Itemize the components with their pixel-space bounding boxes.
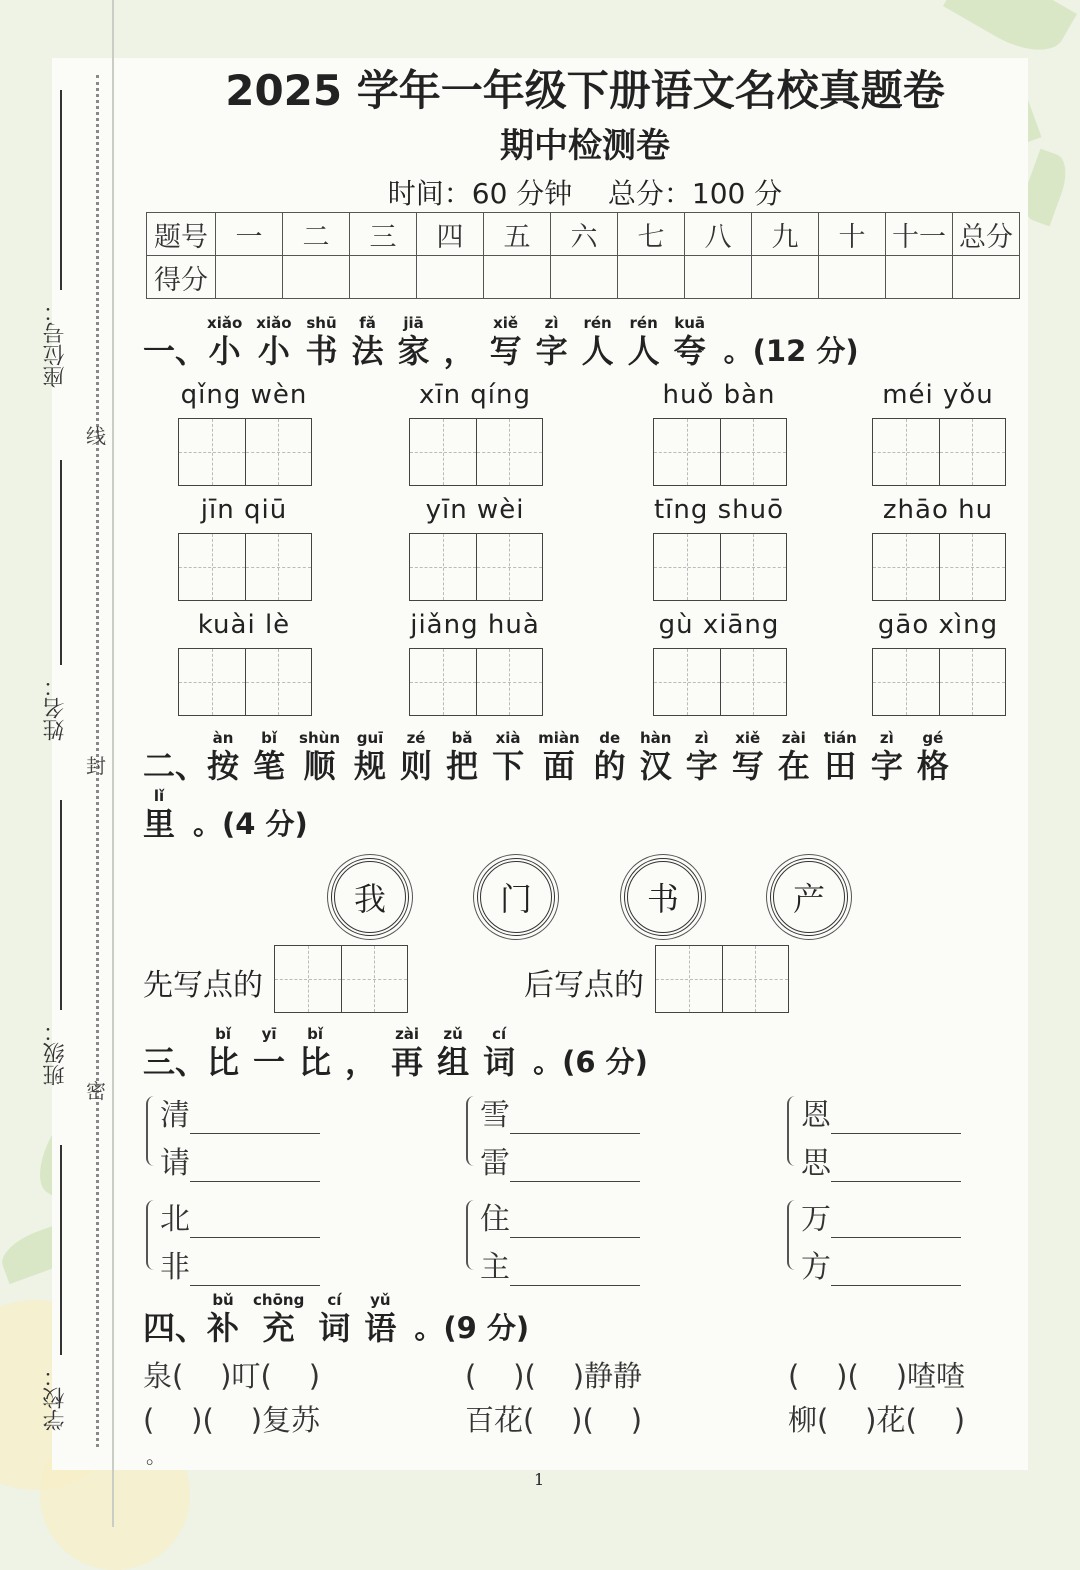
pinyin-prompt: kuài lè	[197, 610, 291, 640]
pinyin-annotation: rén	[629, 314, 658, 332]
fill-blank-item[interactable]: 泉( )叮( )	[143, 1359, 321, 1393]
answer-blank[interactable]	[831, 1259, 961, 1286]
ruby-char	[364, 1290, 396, 1346]
answer-blank[interactable]	[510, 1107, 640, 1134]
fill-blank-item[interactable]: ( )( )喳喳	[788, 1359, 966, 1393]
grid-cell[interactable]	[179, 534, 246, 600]
ruby-char	[674, 313, 706, 369]
grid-cell[interactable]	[246, 419, 312, 485]
grid-cell[interactable]	[721, 649, 787, 715]
pinyin-annotation: zì	[544, 314, 559, 332]
score-row-label: 得分	[147, 256, 216, 299]
fill-blank-item[interactable]: 百花( )( )	[465, 1403, 643, 1437]
school-label: 学校：	[43, 1365, 68, 1431]
writing-grid[interactable]	[178, 648, 312, 716]
pinyin-annotation: jiā	[403, 314, 424, 332]
hanzi: 语	[364, 1309, 397, 1347]
score-header-cell: 一	[216, 213, 283, 256]
character-flower: 门	[477, 858, 555, 936]
pinyin-annotation: zé	[406, 729, 426, 747]
pinyin-annotation: cí	[492, 1025, 507, 1043]
seat-label: 座位号：	[43, 300, 68, 388]
compare-char-item	[480, 1242, 640, 1286]
hanzi: 家	[397, 332, 430, 370]
writing-grid[interactable]	[409, 418, 543, 486]
hanzi: 补	[207, 1309, 240, 1347]
score-header-cell: 七	[618, 213, 685, 256]
hanzi: 再	[391, 1043, 424, 1081]
character-flower: 书	[624, 858, 702, 936]
compare-char-item	[801, 1242, 961, 1286]
score-input-cell[interactable]	[216, 256, 283, 299]
answer-blank[interactable]	[190, 1211, 320, 1238]
first-dot-grid[interactable]	[274, 945, 408, 1013]
grid-cell[interactable]	[410, 649, 477, 715]
hanzi: 则	[400, 747, 433, 785]
grid-cell[interactable]	[654, 649, 721, 715]
compare-char-item	[801, 1194, 961, 1238]
q2-heading	[143, 728, 963, 784]
ruby-char	[253, 1290, 304, 1346]
score-header-cell: 三	[350, 213, 417, 256]
compare-char-item	[160, 1242, 320, 1286]
pinyin-annotation: gé	[922, 729, 944, 747]
score-input-cell[interactable]	[953, 256, 1020, 299]
hanzi: 充	[262, 1309, 295, 1347]
hanzi: 夸	[673, 332, 706, 370]
hanzi: 字	[535, 332, 568, 370]
q4-heading	[143, 1290, 529, 1346]
grid-cell[interactable]	[246, 649, 312, 715]
pinyin-annotation: shùn	[299, 729, 341, 747]
ruby-char	[352, 313, 384, 369]
compare-char: 住	[480, 1202, 510, 1237]
grid-cell[interactable]	[179, 649, 246, 715]
ruby-char	[318, 1290, 350, 1346]
ruby-char	[391, 1024, 423, 1080]
pinyin-annotation: miàn	[538, 729, 580, 747]
section-number: 一、	[143, 332, 208, 370]
pinyin-annotation: tián	[823, 729, 857, 747]
writing-grid[interactable]	[872, 533, 1006, 601]
grid-cell[interactable]	[477, 534, 543, 600]
pinyin-annotation: yī	[261, 1025, 277, 1043]
end-mark: 。	[146, 1444, 166, 1468]
ruby-char	[253, 728, 285, 784]
pinyin-annotation: bǔ	[212, 1291, 234, 1309]
ruby-char	[306, 313, 338, 369]
hanzi: 组	[437, 1043, 470, 1081]
hanzi: 一	[253, 1043, 286, 1081]
answer-blank[interactable]	[510, 1259, 640, 1286]
ruby-char	[256, 313, 291, 369]
ruby-char	[490, 313, 522, 369]
pinyin-annotation: xià	[495, 729, 521, 747]
hanzi: 比	[207, 1043, 240, 1081]
answer-blank[interactable]	[831, 1107, 961, 1134]
ruby-char	[437, 1024, 469, 1080]
hanzi: 按	[207, 747, 240, 785]
ruby-char	[207, 728, 239, 784]
ruby-char	[538, 728, 580, 784]
writing-grid[interactable]	[178, 533, 312, 601]
grid-cell[interactable]	[246, 534, 312, 600]
ruby-char	[824, 728, 857, 784]
compare-char: 主	[480, 1250, 510, 1285]
score-header-cell: 九	[752, 213, 819, 256]
score-header-cell: 十一	[886, 213, 953, 256]
ruby-char	[143, 786, 175, 842]
writing-grid[interactable]	[653, 533, 787, 601]
pinyin-annotation: xiě	[493, 314, 519, 332]
hanzi: ，	[443, 332, 476, 370]
pinyin-prompt: gāo xìng	[877, 610, 999, 640]
score-header-cell: 总分	[953, 213, 1020, 256]
hanzi: 写	[731, 747, 764, 785]
ruby-char	[628, 313, 660, 369]
pinyin-prompt: yīn wèi	[425, 495, 525, 525]
hanzi: 人	[581, 332, 614, 370]
ruby-char	[778, 728, 810, 784]
compare-char: 雷	[480, 1146, 510, 1181]
score-input-cell[interactable]	[350, 256, 417, 299]
pinyin-annotation: zì	[879, 729, 894, 747]
ruby-char	[207, 313, 242, 369]
score-header-cell: 五	[484, 213, 551, 256]
grid-cell[interactable]	[654, 534, 721, 600]
hanzi: 法	[351, 332, 384, 370]
ruby-char	[400, 728, 432, 784]
hanzi: 写	[489, 332, 522, 370]
q1-heading	[143, 313, 859, 369]
ruby-char	[640, 728, 672, 784]
pinyin-annotation: shū	[306, 314, 337, 332]
grid-cell[interactable]	[721, 419, 787, 485]
pinyin-prompt: jīn qiū	[200, 495, 288, 525]
hanzi: 小	[257, 332, 290, 370]
grid-cell[interactable]	[410, 534, 477, 600]
ruby-char	[686, 728, 718, 784]
feng-mark: 封	[86, 754, 106, 778]
compare-char-item	[160, 1194, 320, 1238]
fill-blank-item[interactable]: ( )( )静静	[465, 1359, 643, 1393]
grid-cell[interactable]	[940, 649, 1006, 715]
xian-mark: 线	[86, 424, 106, 448]
section-score: 。(12 分)	[723, 334, 859, 368]
answer-blank[interactable]	[190, 1155, 320, 1182]
pinyin-prompt: tīng shuō	[653, 495, 785, 525]
character-flower: 我	[331, 858, 409, 936]
writing-grid[interactable]	[653, 418, 787, 486]
hanzi: 格	[916, 747, 949, 785]
score-header-label: 题号	[147, 213, 216, 256]
fill-blank-item[interactable]: ( )( )复苏	[143, 1403, 321, 1437]
pinyin-annotation: yǔ	[370, 1291, 391, 1309]
last-dot-label: 后写点的	[524, 968, 644, 1003]
hanzi: 的	[593, 747, 626, 785]
hanzi: 田	[824, 747, 857, 785]
pinyin-prompt: méi yǒu	[882, 380, 994, 410]
pinyin-annotation: bǐ	[261, 729, 277, 747]
score-header-cell: 六	[551, 213, 618, 256]
compare-char-item	[801, 1090, 961, 1134]
score-header-cell: 二	[283, 213, 350, 256]
time-info: 时间：60 分钟 总分：100 分	[387, 177, 783, 210]
pinyin-annotation: zài	[781, 729, 806, 747]
score-header-cell: 十	[819, 213, 886, 256]
page-number: 1	[534, 1470, 545, 1489]
compare-char: 雪	[480, 1098, 510, 1133]
hanzi: 小	[208, 332, 241, 370]
pinyin-annotation: xiǎo	[256, 314, 292, 332]
writing-grid[interactable]	[409, 648, 543, 716]
compare-char-item	[801, 1138, 961, 1182]
grid-cell[interactable]	[940, 534, 1006, 600]
hanzi: 顺	[303, 747, 336, 785]
grid-cell[interactable]	[873, 649, 940, 715]
pinyin-annotation: zǔ	[443, 1025, 463, 1043]
writing-grid[interactable]	[178, 418, 312, 486]
compare-char: 恩	[801, 1098, 831, 1133]
pinyin-prompt: zhāo hu	[882, 495, 994, 525]
writing-grid[interactable]	[653, 648, 787, 716]
pinyin-annotation: de	[599, 729, 621, 747]
grid-cell[interactable]	[723, 946, 789, 1012]
grid-cell[interactable]	[179, 419, 246, 485]
score-header-row	[147, 213, 1020, 256]
pinyin-annotation: fǎ	[359, 314, 376, 332]
name-label: 姓名：	[43, 675, 68, 741]
ruby-char	[871, 728, 903, 784]
answer-blank[interactable]	[831, 1211, 961, 1238]
ruby-char	[536, 313, 568, 369]
grid-cell[interactable]	[873, 534, 940, 600]
score-input-cell[interactable]	[417, 256, 484, 299]
compare-char: 思	[801, 1146, 831, 1181]
hanzi: ，	[345, 1043, 378, 1081]
grid-cell[interactable]	[410, 419, 477, 485]
pinyin-annotation: chōng	[253, 1291, 305, 1309]
ruby-char	[207, 1024, 239, 1080]
score-input-cell[interactable]	[551, 256, 618, 299]
pinyin-annotation: bǎ	[451, 729, 473, 747]
score-input-cell[interactable]	[752, 256, 819, 299]
score-input-cell[interactable]	[819, 256, 886, 299]
grid-cell[interactable]	[342, 946, 408, 1012]
first-dot-label: 先写点的	[143, 968, 263, 1003]
pinyin-annotation: àn	[212, 729, 234, 747]
section-number: 二、	[143, 747, 208, 785]
writing-grid[interactable]	[409, 533, 543, 601]
hanzi: 汉	[639, 747, 672, 785]
compare-char: 非	[160, 1250, 190, 1285]
binding-line	[112, 0, 114, 1527]
ruby-char	[398, 313, 430, 369]
ruby-char	[299, 1024, 331, 1080]
hanzi: 笔	[253, 747, 286, 785]
section-score: 。(4 分)	[193, 807, 308, 841]
score-input-cell[interactable]	[283, 256, 350, 299]
score-input-cell[interactable]	[886, 256, 953, 299]
grid-cell[interactable]	[477, 649, 543, 715]
q2-heading-line2	[143, 786, 308, 842]
pinyin-annotation: lǐ	[153, 787, 165, 805]
school-underline	[60, 1145, 62, 1355]
compare-char: 万	[801, 1202, 831, 1237]
pinyin-annotation: rén	[583, 314, 612, 332]
hanzi: 面	[542, 747, 575, 785]
score-table	[146, 212, 1020, 299]
name-underline	[60, 460, 62, 665]
class-label: 班级：	[43, 1020, 68, 1086]
answer-blank[interactable]	[190, 1107, 320, 1134]
compare-char-item	[480, 1194, 640, 1238]
pinyin-annotation: bǐ	[215, 1025, 231, 1043]
score-input-cell[interactable]	[685, 256, 752, 299]
pinyin-prompt: xīn qíng	[418, 380, 532, 410]
grid-cell[interactable]	[656, 946, 723, 1012]
pinyin-annotation: cí	[327, 1291, 342, 1309]
ruby-char	[444, 313, 476, 369]
q3-heading	[143, 1024, 648, 1080]
mi-mark: 密	[86, 1079, 106, 1103]
answer-blank[interactable]	[831, 1155, 961, 1182]
pinyin-prompt: gù xiāng	[658, 610, 780, 640]
ruby-char	[345, 1024, 377, 1080]
character-flower: 产	[770, 858, 848, 936]
pinyin-prompt: jiǎng huà	[410, 610, 540, 640]
pinyin-annotation: zài	[395, 1025, 420, 1043]
pinyin-annotation: xiě	[735, 729, 761, 747]
hanzi: 在	[777, 747, 810, 785]
answer-blank[interactable]	[190, 1259, 320, 1286]
hanzi: 比	[299, 1043, 332, 1081]
hanzi: 词	[318, 1309, 351, 1347]
score-header-cell: 四	[417, 213, 484, 256]
grid-cell[interactable]	[873, 419, 940, 485]
ruby-char	[299, 728, 340, 784]
grid-cell[interactable]	[940, 419, 1006, 485]
pinyin-prompt: huǒ bàn	[662, 380, 776, 410]
pinyin-prompt: qǐng wèn	[180, 380, 308, 410]
section-number: 三、	[143, 1043, 208, 1081]
last-dot-grid[interactable]	[655, 945, 789, 1013]
ruby-char	[732, 728, 764, 784]
compare-char: 请	[160, 1146, 190, 1181]
hanzi: 里	[143, 805, 176, 843]
grid-cell[interactable]	[275, 946, 342, 1012]
ruby-char	[917, 728, 949, 784]
answer-blank[interactable]	[510, 1211, 640, 1238]
hanzi: 规	[354, 747, 387, 785]
exam-subtitle: 期中检测卷	[500, 126, 670, 166]
grid-cell[interactable]	[477, 419, 543, 485]
section-number: 四、	[143, 1309, 208, 1347]
hanzi: 人	[627, 332, 660, 370]
hanzi: 字	[685, 747, 718, 785]
hanzi: 把	[446, 747, 479, 785]
pinyin-annotation: kuā	[674, 314, 706, 332]
compare-char-item	[480, 1138, 640, 1182]
ruby-char	[594, 728, 626, 784]
section-score: 。(6 分)	[533, 1045, 648, 1079]
hanzi: 下	[492, 747, 525, 785]
hanzi: 字	[870, 747, 903, 785]
ruby-char	[492, 728, 524, 784]
fill-blank-item[interactable]: 柳( )花( )	[788, 1403, 966, 1437]
ruby-char	[253, 1024, 285, 1080]
writing-grid[interactable]	[872, 418, 1006, 486]
compare-char-item	[480, 1090, 640, 1134]
compare-char-item	[160, 1138, 320, 1182]
compare-char: 方	[801, 1250, 831, 1285]
class-underline	[60, 800, 62, 1010]
grid-cell[interactable]	[654, 419, 721, 485]
seat-underline	[60, 90, 62, 290]
compare-char: 北	[160, 1202, 190, 1237]
grid-cell[interactable]	[721, 534, 787, 600]
pinyin-annotation: bǐ	[307, 1025, 323, 1043]
score-input-cell[interactable]	[618, 256, 685, 299]
compare-char: 清	[160, 1098, 190, 1133]
pinyin-annotation: zì	[694, 729, 709, 747]
hanzi: 词	[483, 1043, 516, 1081]
ruby-char	[446, 728, 478, 784]
pinyin-annotation: hàn	[639, 729, 672, 747]
score-header-cell: 八	[685, 213, 752, 256]
ruby-char	[483, 1024, 515, 1080]
score-input-cell[interactable]	[484, 256, 551, 299]
hanzi: 书	[305, 332, 338, 370]
ruby-char	[582, 313, 614, 369]
writing-grid[interactable]	[872, 648, 1006, 716]
exam-title: 2025 学年一年级下册语文名校真题卷	[225, 66, 945, 115]
score-value-row	[147, 256, 1020, 299]
compare-char-item	[160, 1090, 320, 1134]
pinyin-annotation: guī	[356, 729, 384, 747]
ruby-char	[354, 728, 386, 784]
answer-blank[interactable]	[510, 1155, 640, 1182]
pinyin-annotation: xiǎo	[207, 314, 243, 332]
ruby-char	[207, 1290, 239, 1346]
section-score: 。(9 分)	[414, 1311, 530, 1345]
